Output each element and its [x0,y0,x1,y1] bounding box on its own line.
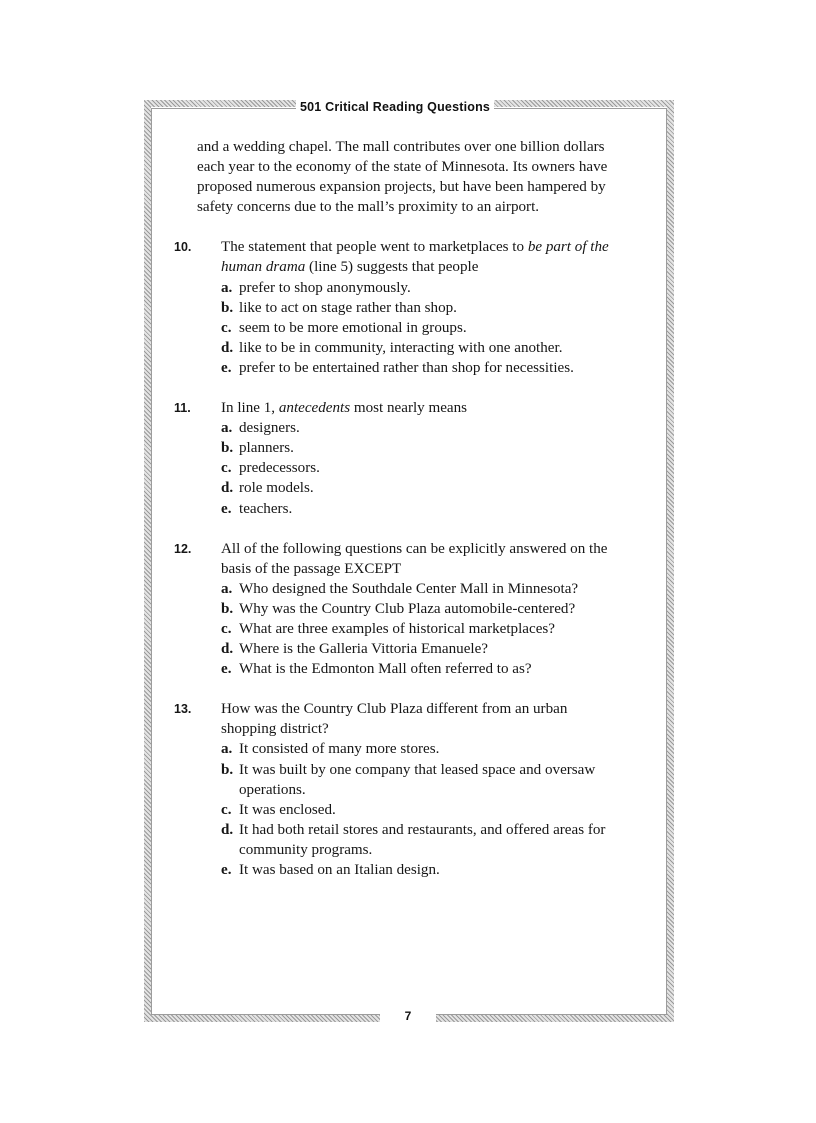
stem-text: The statement that people went to marketplaces to [221,239,528,256]
answer-option-e[interactable] [221,358,637,378]
question-stem [221,699,637,739]
option-text: designers. [239,420,300,437]
option-text: prefer to shop anonymously. [239,279,411,296]
option-text: planners. [239,440,294,457]
answer-option-d[interactable] [221,820,637,860]
passage-continuation [197,137,637,217]
answer-option-e[interactable] [221,860,637,880]
question-13 [174,699,637,880]
option-text: It had both retail stores and restaurants, and offered areas for [239,821,606,838]
question-12 [174,539,637,680]
answer-option-a[interactable] [221,278,637,298]
answer-option-c[interactable] [221,619,637,639]
stem-text: basis of the passage EXCEPT [221,560,402,577]
option-letter: c. [221,319,232,336]
option-text: What are three examples of historical marketplaces? [239,620,555,637]
option-letter: a. [221,741,233,758]
answer-option-d[interactable] [221,639,637,659]
option-text-cont: community programs. [239,841,373,858]
option-letter: e. [221,661,232,678]
option-text: prefer to be entertained rather than shop for necessities. [239,359,574,376]
question-stem [221,398,637,418]
passage-line: each year to the economy of the state of Minnesota. Its owners have [197,159,608,176]
option-text: role models. [239,480,314,497]
answer-option-a[interactable] [221,739,637,759]
stem-quote: be part of the [527,239,609,256]
option-letter: b. [221,299,234,316]
page-content [174,137,637,880]
question-stem [221,539,637,579]
option-letter: e. [221,862,232,878]
stem-text: How was the Country Club Plaza different from an urban [221,701,568,718]
answer-option-a[interactable] [221,579,637,599]
option-text: like to act on stage rather than shop. [239,299,457,316]
stem-quote: human drama [221,259,306,276]
answer-option-b[interactable] [221,599,637,619]
answer-option-d[interactable] [221,478,637,498]
option-letter: a. [221,279,233,296]
option-letter: a. [221,580,233,597]
option-text: seem to be more emotional in groups. [239,319,467,336]
answer-option-c[interactable] [221,800,637,820]
option-letter: e. [221,359,232,376]
option-text: Who designed the Southdale Center Mall in Minnesota? [239,580,579,597]
option-letter: c. [221,801,232,818]
option-letter: e. [221,500,232,517]
stem-term: antecedents [278,400,351,417]
option-text: Why was the Country Club Plaza automobile-centered? [239,600,576,617]
option-text: It was enclosed. [239,801,336,818]
option-letter: d. [221,641,234,658]
stem-text: In line 1, [221,400,279,417]
answer-options [221,278,637,378]
option-text: It consisted of many more stores. [239,741,440,758]
option-letter: b. [221,600,234,617]
question-number: 12. [174,541,192,556]
answer-options [221,739,637,880]
option-letter: d. [221,821,234,838]
option-letter: b. [221,761,234,778]
answer-option-c[interactable] [221,458,637,478]
option-letter: a. [221,420,233,437]
question-number: 10. [174,240,192,255]
question-number: 11. [174,401,191,416]
option-letter: d. [221,339,234,356]
answer-option-b[interactable] [221,298,637,318]
question-11 [174,398,637,519]
option-text: What is the Edmonton Mall often referred to as? [239,661,532,678]
answer-option-b[interactable] [221,760,637,800]
stem-text: most nearly means [350,400,468,417]
option-letter: c. [221,620,232,637]
answer-option-e[interactable] [221,659,637,679]
option-text: like to be in community, interacting with one another. [239,339,563,356]
option-text: Where is the Galleria Vittoria Emanuele? [239,641,489,658]
stem-text: All of the following questions can be explicitly answered on the [221,540,608,557]
option-text-cont: operations. [239,781,306,798]
passage-line: proposed numerous expansion projects, but have been hampered by [197,179,606,196]
answer-options [221,579,637,679]
option-text: It was built by one company that leased space and oversaw [239,761,596,778]
answer-option-d[interactable] [221,338,637,358]
question-10 [174,237,637,378]
answer-option-a[interactable] [221,418,637,438]
option-text: teachers. [239,500,293,517]
stem-text: (line 5) suggests that people [305,259,479,276]
answer-options [221,418,637,518]
answer-option-e[interactable] [221,499,637,519]
option-text: It was based on an Italian design. [239,862,440,878]
answer-option-c[interactable] [221,318,637,338]
stem-text: shopping district? [221,721,329,738]
answer-option-b[interactable] [221,438,637,458]
running-header: 501 Critical Reading Questions [296,99,494,115]
question-stem [221,237,637,277]
question-number: 13. [174,702,192,717]
option-letter: c. [221,460,232,477]
passage-line: and a wedding chapel. The mall contributes over one billion dollars [197,139,605,155]
passage-line: safety concerns due to the mall’s proximity to an airport. [197,199,540,216]
option-letter: d. [221,480,234,497]
option-letter: b. [221,440,234,457]
page-number: 7 [380,1007,436,1025]
option-text: predecessors. [239,460,320,477]
